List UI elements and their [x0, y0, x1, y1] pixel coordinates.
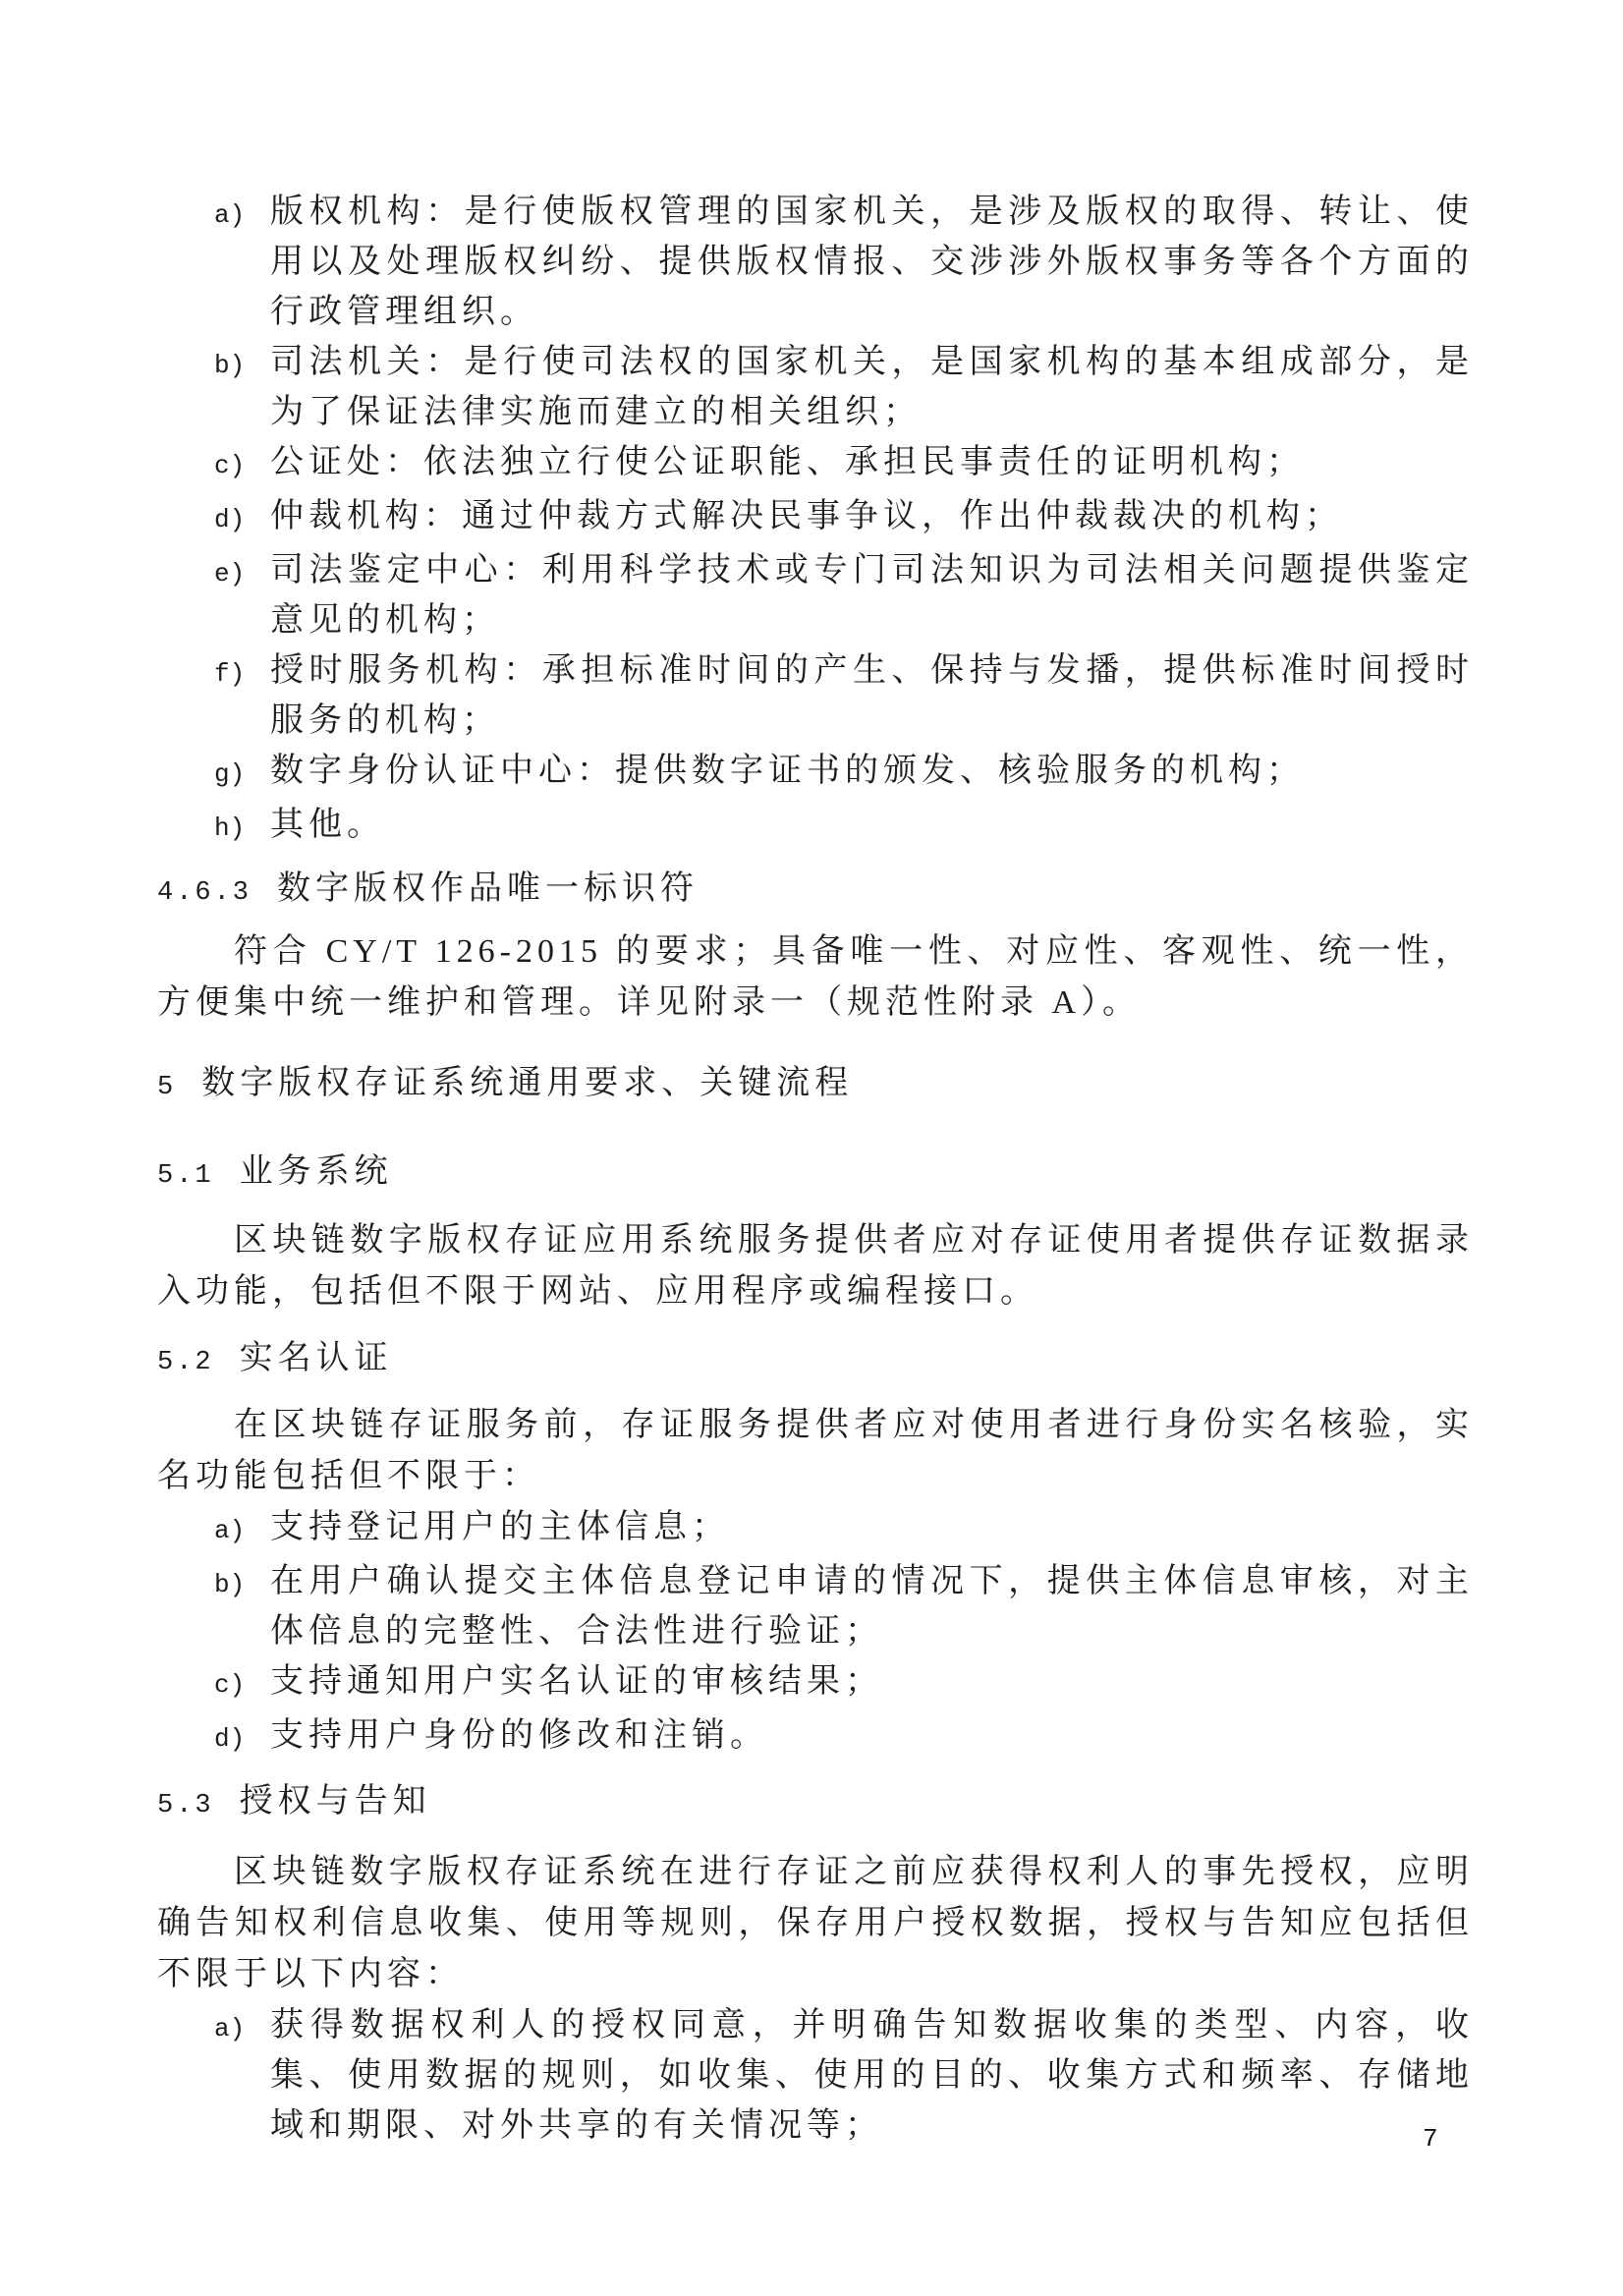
- paragraph-5-2: 在区块链存证服务前，存证服务提供者应对使用者进行身份实名核验，实名功能包括但不限于：: [157, 1407, 1474, 1494]
- list-item: [214, 746, 1474, 800]
- list-item-label: g): [214, 759, 246, 789]
- section-title: 实名认证: [239, 1340, 393, 1376]
- list-item-label: a): [214, 1516, 246, 1545]
- section-title: 授权与告知: [239, 1783, 431, 1820]
- list-item-text: 数字身份认证中心：提供数字证书的颁发、核验服务的机构；: [270, 753, 1305, 789]
- list-item-text: 公证处：依法独立行使公证职能、承担民事责任的证明机构；: [270, 444, 1305, 480]
- section-heading-5-3: [157, 1780, 1474, 1827]
- list-item-label: e): [214, 559, 246, 588]
- section-title: 数字版权存证系统通用要求、关键流程: [201, 1065, 854, 1101]
- list-item-text: 支持用户身份的修改和注销。: [270, 1717, 768, 1754]
- list-item-text: 获得数据权利人的授权同意，并明确告知数据收集的类型、内容，收集、使用数据的规则，如收集、使用的目的、收集方式和频率、存储地域和期限、对外共享的有关情况等；: [270, 2007, 1474, 2144]
- list-item-label: f): [214, 659, 246, 689]
- list-item: [214, 437, 1474, 491]
- list-item-text: 支持通知用户实名认证的审核结果；: [270, 1663, 883, 1700]
- list-item-label: c): [214, 451, 246, 480]
- section-number: 5.3: [157, 1791, 214, 1820]
- section-number: 5: [157, 1073, 177, 1102]
- list-item-label: b): [214, 1570, 246, 1599]
- list-item: [214, 1656, 1474, 1710]
- page-number: 7: [1423, 2124, 1438, 2154]
- paragraph-5-1: 区块链数字版权存证应用系统服务提供者应对存证使用者提供存证数据录入功能，包括但不限于网站、应用程序或编程接口。: [157, 1222, 1474, 1310]
- list-item-text: 其他。: [270, 807, 385, 843]
- list-item-label: c): [214, 1670, 246, 1700]
- paragraph-4-6-3: 符合 CY/T 126-2015 的要求；具备唯一性、对应性、客观性、统一性，方便集中统一维护和管理。详见附录一（规范性附录 A）。: [157, 933, 1474, 1021]
- document-content: [157, 187, 1474, 2151]
- list-item-label: a): [214, 200, 246, 230]
- list-item: [214, 800, 1474, 854]
- section-number: 5.1: [157, 1161, 214, 1191]
- section-number: 5.2: [157, 1348, 214, 1377]
- list-item: [214, 2000, 1474, 2151]
- list-item-label: a): [214, 2014, 246, 2044]
- list-item-label: h): [214, 813, 246, 843]
- paragraph-5-3: 区块链数字版权存证系统在进行存证之前应获得权利人的事先授权，应明确告知权利信息收集、使用等规则，保存用户授权数据，授权与告知应包括但不限于以下内容：: [157, 1854, 1474, 1992]
- section-number: 4.6.3: [157, 878, 252, 908]
- list-item-text: 司法机关：是行使司法权的国家机关，是国家机构的基本组成部分，是为了保证法律实施而建立的相关组织；: [270, 344, 1474, 430]
- list-item-text: 在用户确认提交主体倍息登记申请的情况下，提供主体信息审核，对主体倍息的完整性、合法性进行验证；: [270, 1563, 1474, 1650]
- section-title: 业务系统: [239, 1153, 393, 1190]
- list-item: [214, 545, 1474, 645]
- section-heading-4-6-3: [157, 868, 1474, 915]
- list-item-text: 授时服务机构：承担标准时间的产生、保持与发播，提供标准时间授时服务的机构；: [270, 652, 1474, 739]
- list-item-text: 支持登记用户的主体信息；: [270, 1509, 730, 1545]
- section-heading-5-1: [157, 1150, 1474, 1198]
- section-heading-5-2: [157, 1337, 1474, 1384]
- institution-definition-list: [157, 187, 1474, 854]
- list-item: [214, 337, 1474, 437]
- list-item-text: 版权机构：是行使版权管理的国家机关，是涉及版权的取得、转让、使用以及处理版权纠纷、提供版权情报、交涉涉外版权事务等各个方面的行政管理组织。: [270, 194, 1474, 330]
- list-item: [214, 491, 1474, 545]
- section-title: 数字版权作品唯一标识符: [277, 870, 700, 907]
- list-item: [214, 1710, 1474, 1764]
- list-item-label: d): [214, 1724, 246, 1754]
- list-item: [214, 1556, 1474, 1656]
- list-item-text: 仲裁机构：通过仲裁方式解决民事争议，作出仲裁裁决的机构；: [270, 498, 1343, 534]
- list-item: [214, 187, 1474, 337]
- list-item-text: 司法鉴定中心：利用科学技术或专门司法知识为司法相关问题提供鉴定意见的机构；: [270, 552, 1474, 639]
- list-item: [214, 645, 1474, 746]
- authorization-list: [157, 2000, 1474, 2151]
- section-heading-5: [157, 1062, 1474, 1109]
- list-item-label: d): [214, 505, 246, 534]
- realname-function-list: [157, 1502, 1474, 1764]
- list-item-label: b): [214, 351, 246, 380]
- list-item: [214, 1502, 1474, 1556]
